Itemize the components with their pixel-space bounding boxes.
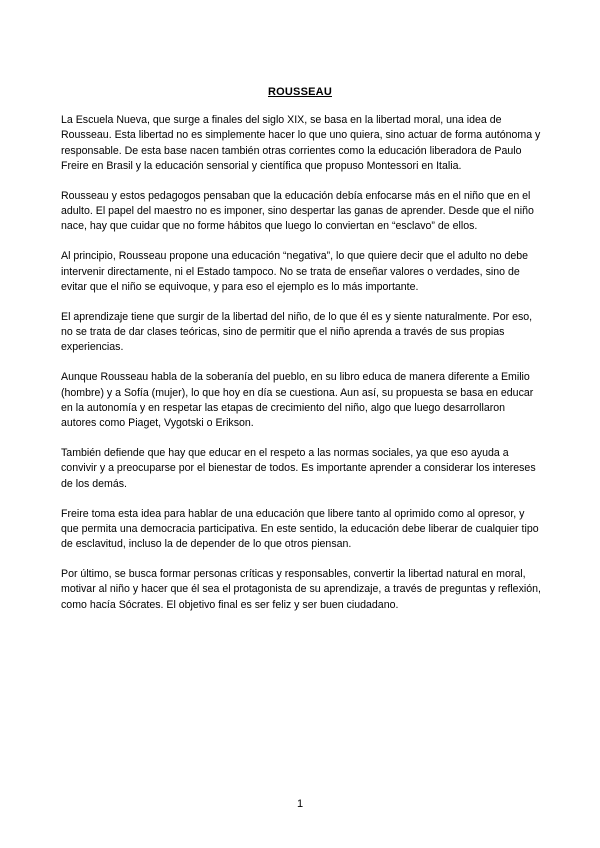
paragraph-pedagogos: Rousseau y estos pedagogos pensaban que la educación debía enfocarse más en el niño que en el adulto. El papel del maestro no es imponer, sino despertar las ganas de aprender. Desde que el niño nace, hay que cuidar que no forme hábitos que luego lo conviertan en “esclavo” de ellos.	[61, 189, 534, 233]
paragraph-educacion-negativa: Al principio, Rousseau propone una educación “negativa”, lo que quiere decir que el adulto no debe intervenir directamente, ni el Estado tampoco. No se trata de enseñar valores o verdades, sino de evitar que el niño se equivoque, y para eso el ejemplo es lo más importante.	[61, 250, 529, 293]
document-body	[61, 113, 543, 627]
paragraph-aprendizaje: El aprendizaje tiene que surgir de la libertad del niño, de lo que él es y siente naturalmente. Por eso, no se trata de dar clases teóricas, sino de permitir que el niño aprenda a través de sus propias experiencias.	[61, 310, 533, 354]
paragraph-freire: Freire toma esta idea para hablar de una educación que libere tanto al oprimido como al opresor, y que permita una democracia participativa. En este sentido, la educación debe liberar de cualquier tipo de esclavitud, incluso la de depender de lo que otros piensan.	[61, 507, 539, 551]
paragraph-escuela-nueva: La Escuela Nueva, que surge a finales del siglo XIX, se basa en la libertad moral, una idea de Rousseau. Esta libertad no es simplemente hacer lo que uno quiera, sino actuar de forma autónoma y responsable. De esta base nacen también otras corrientes como la educación liberadora de Paulo Freire en Brasil y la educación sensorial y científica que propuso Montessori en Italia.	[61, 114, 541, 172]
page-title: ROUSSEAU	[268, 86, 332, 98]
paragraph-normas-sociales: También defiende que hay que educar en el respeto a las normas sociales, ya que eso ayuda a convivir y a preocuparse por el bienestar de todos. Es importante aprender a considerar los intereses de los demás.	[61, 447, 536, 490]
paragraph-conclusion: Por último, se busca formar personas críticas y responsables, convertir la libertad natural en moral, motivar al niño y hacer que él sea el protagonista de su aprendizaje, a través de preguntas y reflexión, como hacía Sócrates. El objetivo final es ser feliz y ser buen ciudadano.	[61, 567, 541, 611]
page-number: 1	[296, 798, 304, 810]
paragraph-soberania: Aunque Rousseau habla de la soberanía del pueblo, en su libro educa de manera diferente a Emilio (hombre) y a Sofía (mujer), lo que hoy en día se cuestiona. Aun así, su propuesta se basa en educar en la autonomía y en respetar las etapas de crecimiento del niño, algo que luego desarrollaron autores como Piaget, Vygotski o Erikson.	[61, 371, 534, 430]
